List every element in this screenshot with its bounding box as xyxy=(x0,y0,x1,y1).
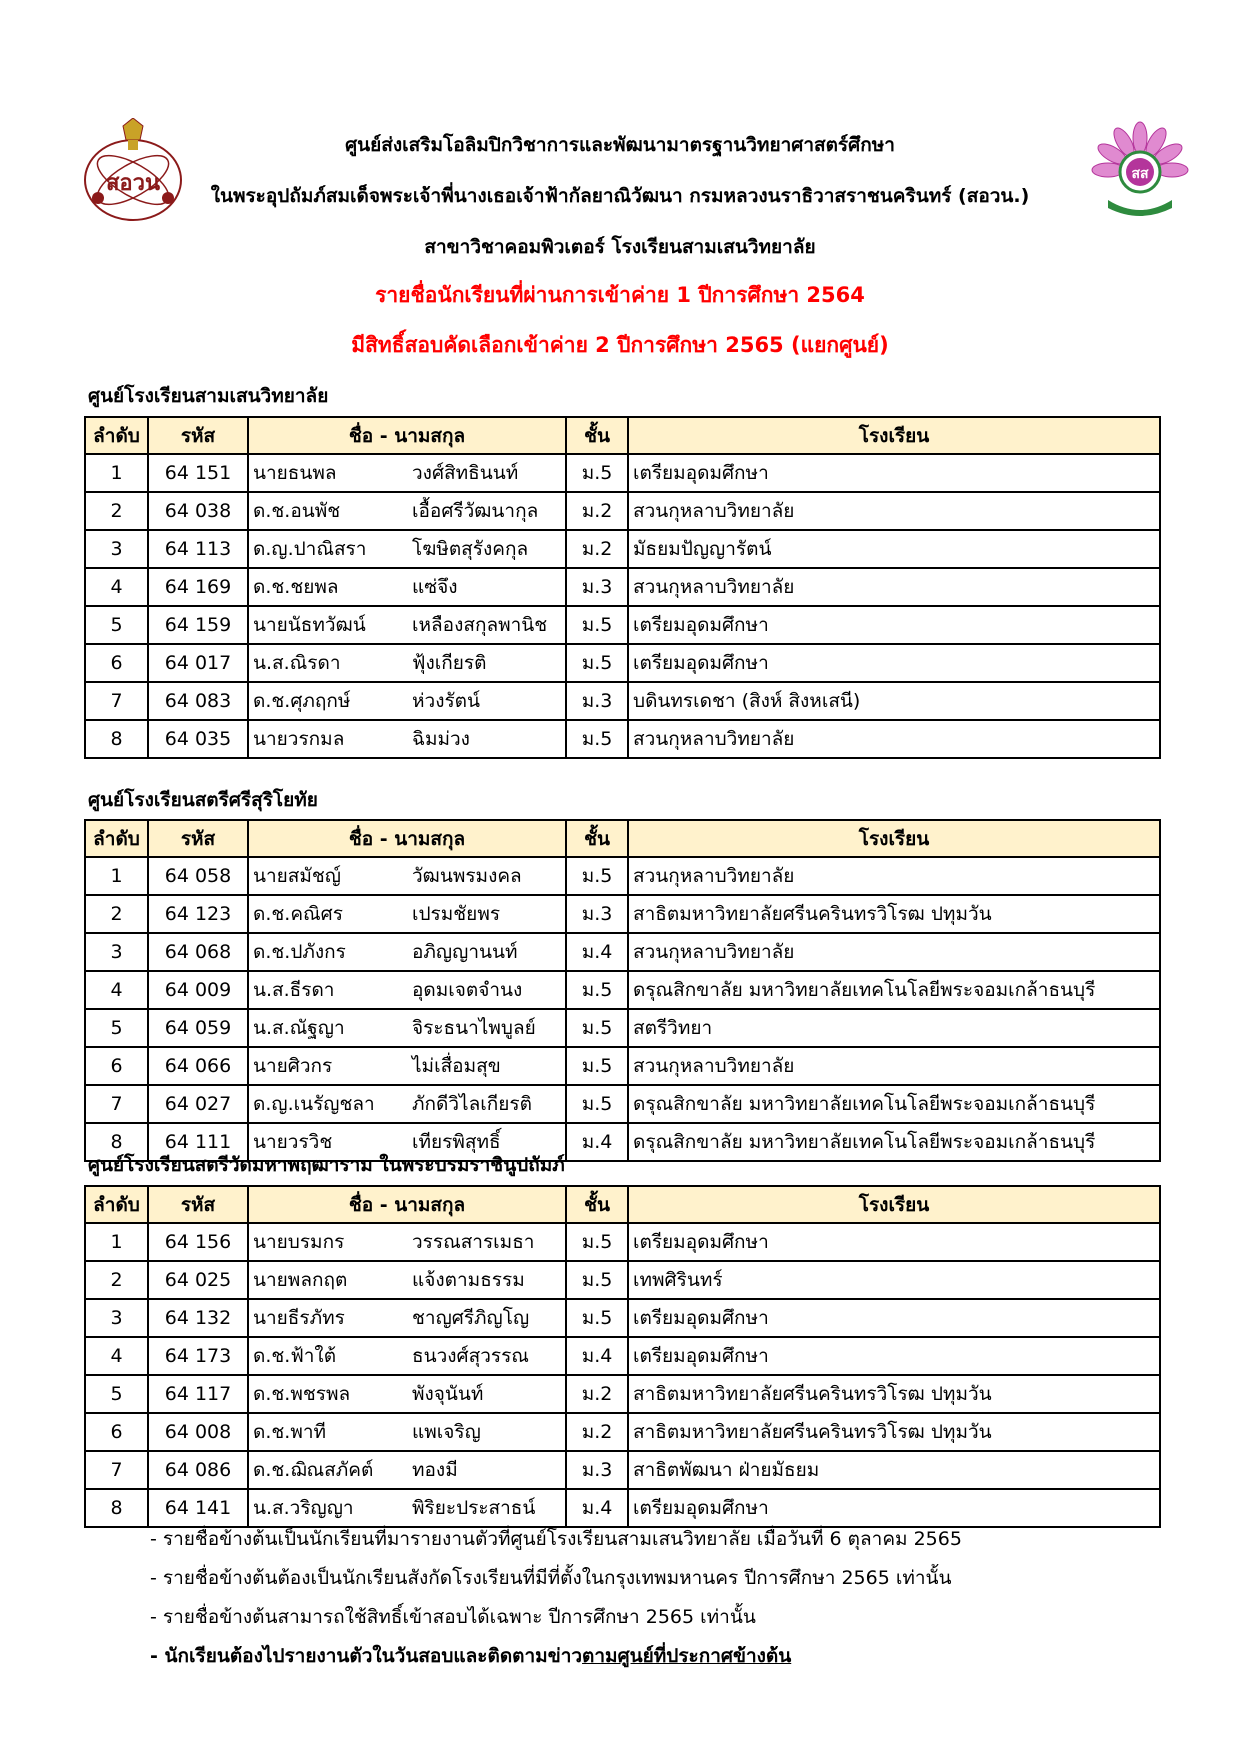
student-school: สาธิตมหาวิทยาลัยศรีนครินทรวิโรฒ ปทุมวัน xyxy=(628,895,1160,933)
row-number: 8 xyxy=(85,1123,148,1161)
student-name: นายนัธทวัฒน์ xyxy=(248,606,408,644)
section-title-srisuriyothai: ศูนย์โรงเรียนสตรีศรีสุริโยทัย xyxy=(88,789,318,811)
student-id: 64 132 xyxy=(148,1299,248,1337)
table-row xyxy=(85,492,1160,530)
row-number: 3 xyxy=(85,1299,148,1337)
column-header-school: โรงเรียน xyxy=(628,820,1160,857)
row-number: 8 xyxy=(85,720,148,758)
table-row xyxy=(85,720,1160,758)
student-name: นายศิวกร xyxy=(248,1047,408,1085)
student-school: สตรีวิทยา xyxy=(628,1009,1160,1047)
roster-table-watmahapruettharam xyxy=(84,1185,1161,1528)
student-school: สวนกุหลาบวิทยาลัย xyxy=(628,492,1160,530)
column-header-name: ชื่อ - นามสกุล xyxy=(248,1186,566,1223)
table-row xyxy=(85,895,1160,933)
column-header-name: ชื่อ - นามสกุล xyxy=(248,417,566,454)
student-school: สวนกุหลาบวิทยาลัย xyxy=(628,720,1160,758)
column-header-no: ลำดับ xyxy=(85,1186,148,1223)
student-grade: ม.5 xyxy=(566,1223,628,1261)
student-school: ดรุณสิกขาลัย มหาวิทยาลัยเทคโนโลยีพระจอมเกล้าธนบุรี xyxy=(628,1123,1160,1161)
student-grade: ม.2 xyxy=(566,1375,628,1413)
student-surname: วัฒนพรมงคล xyxy=(408,857,566,895)
column-header-id: รหัส xyxy=(148,417,248,454)
student-school: ดรุณสิกขาลัย มหาวิทยาลัยเทคโนโลยีพระจอมเกล้าธนบุรี xyxy=(628,1085,1160,1123)
column-header-school: โรงเรียน xyxy=(628,1186,1160,1223)
student-id: 64 038 xyxy=(148,492,248,530)
student-id: 64 111 xyxy=(148,1123,248,1161)
student-grade: ม.2 xyxy=(566,530,628,568)
student-surname: วงศ์สิทธินนท์ xyxy=(408,454,566,492)
student-grade: ม.5 xyxy=(566,720,628,758)
row-number: 6 xyxy=(85,644,148,682)
svg-text:สส: สส xyxy=(1131,166,1149,182)
student-school: เตรียมอุดมศึกษา xyxy=(628,1299,1160,1337)
column-header-school: โรงเรียน xyxy=(628,417,1160,454)
table-row xyxy=(85,606,1160,644)
student-school: เตรียมอุดมศึกษา xyxy=(628,606,1160,644)
student-school: เตรียมอุดมศึกษา xyxy=(628,1489,1160,1527)
table-row xyxy=(85,644,1160,682)
table-row xyxy=(85,1223,1160,1261)
row-number: 2 xyxy=(85,492,148,530)
student-surname: แจ้งตามธรรม xyxy=(408,1261,566,1299)
student-name: ด.ช.พาที xyxy=(248,1413,408,1451)
table-row xyxy=(85,454,1160,492)
table-row xyxy=(85,1047,1160,1085)
header-line-1: ศูนย์ส่งเสริมโอลิมปิกวิชาการและพัฒนามาตรฐานวิทยาศาสตร์ศึกษา xyxy=(345,134,895,156)
table-row xyxy=(85,1337,1160,1375)
student-grade: ม.2 xyxy=(566,1413,628,1451)
column-header-grade: ชั้น xyxy=(566,820,628,857)
student-grade: ม.3 xyxy=(566,682,628,720)
table-row xyxy=(85,568,1160,606)
student-name: น.ส.วริญญา xyxy=(248,1489,408,1527)
row-number: 1 xyxy=(85,1223,148,1261)
row-number: 4 xyxy=(85,971,148,1009)
table-header-row xyxy=(85,1186,1160,1223)
student-surname: แพเจริญ xyxy=(408,1413,566,1451)
table-row xyxy=(85,530,1160,568)
student-surname: จิระธนาไพบูลย์ xyxy=(408,1009,566,1047)
column-header-no: ลำดับ xyxy=(85,417,148,454)
row-number: 3 xyxy=(85,933,148,971)
student-surname: วรรณสารเมธา xyxy=(408,1223,566,1261)
student-surname: อุดมเจตจำนง xyxy=(408,971,566,1009)
student-id: 64 068 xyxy=(148,933,248,971)
student-id: 64 159 xyxy=(148,606,248,644)
student-grade: ม.5 xyxy=(566,1261,628,1299)
student-id: 64 151 xyxy=(148,454,248,492)
student-surname: โฆษิตสุรังคกุล xyxy=(408,530,566,568)
student-school: มัธยมปัญญารัตน์ xyxy=(628,530,1160,568)
student-surname: แซ่จึง xyxy=(408,568,566,606)
student-surname: อภิญญานนท์ xyxy=(408,933,566,971)
student-name: ด.ช.ฌิณสภัคต์ xyxy=(248,1451,408,1489)
student-surname: ฟุ้งเกียรติ xyxy=(408,644,566,682)
student-id: 64 025 xyxy=(148,1261,248,1299)
row-number: 4 xyxy=(85,568,148,606)
svg-text:สอวน: สอวน xyxy=(105,171,161,196)
student-school: สาธิตมหาวิทยาลัยศรีนครินทรวิโรฒ ปทุมวัน xyxy=(628,1375,1160,1413)
student-school: สวนกุหลาบวิทยาลัย xyxy=(628,933,1160,971)
column-header-grade: ชั้น xyxy=(566,417,628,454)
row-number: 8 xyxy=(85,1489,148,1527)
student-name: ด.ญ.ปาณิสรา xyxy=(248,530,408,568)
student-name: ด.ช.ศุภฤกษ์ xyxy=(248,682,408,720)
student-surname: ภักดีวิไลเกียรติ xyxy=(408,1085,566,1123)
student-grade: ม.5 xyxy=(566,1299,628,1337)
student-school: ดรุณสิกขาลัย มหาวิทยาลัยเทคโนโลยีพระจอมเกล้าธนบุรี xyxy=(628,971,1160,1009)
row-number: 7 xyxy=(85,1451,148,1489)
student-grade: ม.4 xyxy=(566,933,628,971)
student-school: เทพศิรินทร์ xyxy=(628,1261,1160,1299)
row-number: 5 xyxy=(85,1009,148,1047)
table-row xyxy=(85,857,1160,895)
row-number: 1 xyxy=(85,857,148,895)
section-title-watmahapruettharam: ศูนย์โรงเรียนสตรีวัดมหาพฤฒาราม ในพระบรมราชินูปถัมภ์ xyxy=(88,1154,565,1176)
student-name: น.ส.ธีรดา xyxy=(248,971,408,1009)
student-surname: ชาญศรีภิญโญ xyxy=(408,1299,566,1337)
column-header-name: ชื่อ - นามสกุล xyxy=(248,820,566,857)
final-note-prefix: - นักเรียนต้องไปรายงานตัวในวันสอบและติดตามข่าว xyxy=(150,1645,583,1667)
student-grade: ม.3 xyxy=(566,1451,628,1489)
table-row xyxy=(85,933,1160,971)
student-name: น.ส.ณิรดา xyxy=(248,644,408,682)
student-name: น.ส.ณัฐญา xyxy=(248,1009,408,1047)
student-id: 64 008 xyxy=(148,1413,248,1451)
table-header-row xyxy=(85,417,1160,454)
note-item: - รายชื่อข้างต้นเป็นนักเรียนที่มารายงานตัวที่ศูนย์โรงเรียนสามเสนวิทยาลัย เมื่อวันที่ 6 ตุลาคม 2565 xyxy=(150,1528,962,1550)
announcement-title-1: รายชื่อนักเรียนที่ผ่านการเข้าค่าย 1 ปีการศึกษา 2564 xyxy=(375,283,865,307)
student-surname: ฉิมม่วง xyxy=(408,720,566,758)
student-grade: ม.5 xyxy=(566,1047,628,1085)
student-id: 64 141 xyxy=(148,1489,248,1527)
student-id: 64 173 xyxy=(148,1337,248,1375)
row-number: 5 xyxy=(85,606,148,644)
student-name: ด.ช.ชยพล xyxy=(248,568,408,606)
student-id: 64 017 xyxy=(148,644,248,682)
student-name: นายพลกฤต xyxy=(248,1261,408,1299)
row-number: 7 xyxy=(85,1085,148,1123)
student-surname: ธนวงศ์สุวรรณ xyxy=(408,1337,566,1375)
student-name: ด.ช.ฟ้าใต้ xyxy=(248,1337,408,1375)
student-school: สาธิตพัฒนา ฝ่ายมัธยม xyxy=(628,1451,1160,1489)
table-row xyxy=(85,1261,1160,1299)
student-grade: ม.5 xyxy=(566,1085,628,1123)
table-row xyxy=(85,1413,1160,1451)
table-row xyxy=(85,1009,1160,1047)
student-id: 64 086 xyxy=(148,1451,248,1489)
student-id: 64 083 xyxy=(148,682,248,720)
roster-table-srisuriyothai xyxy=(84,819,1161,1162)
student-surname: เอื้อศรีวัฒนากุล xyxy=(408,492,566,530)
table-row xyxy=(85,1451,1160,1489)
student-name: นายวรกมล xyxy=(248,720,408,758)
student-surname: เหลืองสกุลพานิช xyxy=(408,606,566,644)
note-item: - รายชื่อข้างต้นต้องเป็นนักเรียนสังกัดโรงเรียนที่มีที่ตั้งในกรุงเทพมหานคร ปีการศึกษา 2565 เท่านั้น xyxy=(150,1567,952,1589)
final-note xyxy=(150,1637,962,1676)
student-school: เตรียมอุดมศึกษา xyxy=(628,1223,1160,1261)
student-surname: ทองมี xyxy=(408,1451,566,1489)
student-surname: พิริยะประสาธน์ xyxy=(408,1489,566,1527)
student-id: 64 117 xyxy=(148,1375,248,1413)
student-grade: ม.3 xyxy=(566,568,628,606)
table-header-row xyxy=(85,820,1160,857)
student-grade: ม.4 xyxy=(566,1337,628,1375)
student-id: 64 066 xyxy=(148,1047,248,1085)
student-id: 64 035 xyxy=(148,720,248,758)
column-header-id: รหัส xyxy=(148,1186,248,1223)
row-number: 1 xyxy=(85,454,148,492)
student-grade: ม.5 xyxy=(566,1009,628,1047)
student-surname: ห่วงรัตน์ xyxy=(408,682,566,720)
student-name: ด.ช.คณิศร xyxy=(248,895,408,933)
student-school: เตรียมอุดมศึกษา xyxy=(628,644,1160,682)
table-row xyxy=(85,1299,1160,1337)
student-surname: เปรมชัยพร xyxy=(408,895,566,933)
student-surname: ไม่เสื่อมสุข xyxy=(408,1047,566,1085)
student-school: บดินทรเดชา (สิงห์ สิงหเสนี) xyxy=(628,682,1160,720)
student-name: นายวรวิช xyxy=(248,1123,408,1161)
row-number: 2 xyxy=(85,895,148,933)
student-grade: ม.5 xyxy=(566,857,628,895)
student-name: นายธนพล xyxy=(248,454,408,492)
student-school: เตรียมอุดมศึกษา xyxy=(628,454,1160,492)
note-item: - รายชื่อข้างต้นสามารถใช้สิทธิ์เข้าสอบได้เฉพาะ ปีการศึกษา 2565 เท่านั้น xyxy=(150,1606,756,1628)
student-surname: เทียรพิสุทธิ์ xyxy=(408,1123,566,1161)
student-surname: พังจุนันท์ xyxy=(408,1375,566,1413)
student-name: นายสมัชญ์ xyxy=(248,857,408,895)
student-name: ด.ช.พชรพล xyxy=(248,1375,408,1413)
student-grade: ม.4 xyxy=(566,1123,628,1161)
table-row xyxy=(85,1375,1160,1413)
table-row xyxy=(85,971,1160,1009)
row-number: 2 xyxy=(85,1261,148,1299)
table-row xyxy=(85,1085,1160,1123)
student-grade: ม.5 xyxy=(566,454,628,492)
student-name: ด.ญ.เนรัญชลา xyxy=(248,1085,408,1123)
table-row xyxy=(85,682,1160,720)
student-school: สวนกุหลาบวิทยาลัย xyxy=(628,857,1160,895)
final-note-underlined: ตามศูนย์ที่ประกาศข้างต้น xyxy=(582,1645,792,1667)
column-header-id: รหัส xyxy=(148,820,248,857)
student-school: สวนกุหลาบวิทยาลัย xyxy=(628,1047,1160,1085)
student-grade: ม.4 xyxy=(566,1489,628,1527)
student-grade: ม.3 xyxy=(566,895,628,933)
student-grade: ม.5 xyxy=(566,606,628,644)
announcement-title-2: มีสิทธิ์สอบคัดเลือกเข้าค่าย 2 ปีการศึกษา 2565 (แยกศูนย์) xyxy=(351,333,889,357)
row-number: 6 xyxy=(85,1413,148,1451)
student-grade: ม.2 xyxy=(566,492,628,530)
student-id: 64 123 xyxy=(148,895,248,933)
row-number: 4 xyxy=(85,1337,148,1375)
student-id: 64 156 xyxy=(148,1223,248,1261)
student-school: สาธิตมหาวิทยาลัยศรีนครินทรวิโรฒ ปทุมวัน xyxy=(628,1413,1160,1451)
student-name: นายบรมกร xyxy=(248,1223,408,1261)
row-number: 6 xyxy=(85,1047,148,1085)
student-id: 64 009 xyxy=(148,971,248,1009)
header-line-2: ในพระอุปถัมภ์สมเด็จพระเจ้าพี่นางเธอเจ้าฟ้ากัลยาณิวัฒนา กรมหลวงนราธิวาสราชนครินทร์ (สอวน.) xyxy=(210,185,1030,207)
student-school: สวนกุหลาบวิทยาลัย xyxy=(628,568,1160,606)
student-id: 64 113 xyxy=(148,530,248,568)
column-header-no: ลำดับ xyxy=(85,820,148,857)
student-id: 64 169 xyxy=(148,568,248,606)
roster-table-samsen xyxy=(84,416,1161,759)
student-grade: ม.5 xyxy=(566,971,628,1009)
student-id: 64 058 xyxy=(148,857,248,895)
student-name: ด.ช.ปภังกร xyxy=(248,933,408,971)
column-header-grade: ชั้น xyxy=(566,1186,628,1223)
row-number: 5 xyxy=(85,1375,148,1413)
student-name: นายธีรภัทร xyxy=(248,1299,408,1337)
header-line-3: สาขาวิชาคอมพิวเตอร์ โรงเรียนสามเสนวิทยาลัย xyxy=(424,236,816,258)
student-id: 64 059 xyxy=(148,1009,248,1047)
student-id: 64 027 xyxy=(148,1085,248,1123)
student-school: เตรียมอุดมศึกษา xyxy=(628,1337,1160,1375)
notes xyxy=(150,1520,962,1676)
student-name: ด.ช.อนพัช xyxy=(248,492,408,530)
row-number: 3 xyxy=(85,530,148,568)
row-number: 7 xyxy=(85,682,148,720)
student-grade: ม.5 xyxy=(566,644,628,682)
section-title-samsen: ศูนย์โรงเรียนสามเสนวิทยาลัย xyxy=(88,385,329,407)
